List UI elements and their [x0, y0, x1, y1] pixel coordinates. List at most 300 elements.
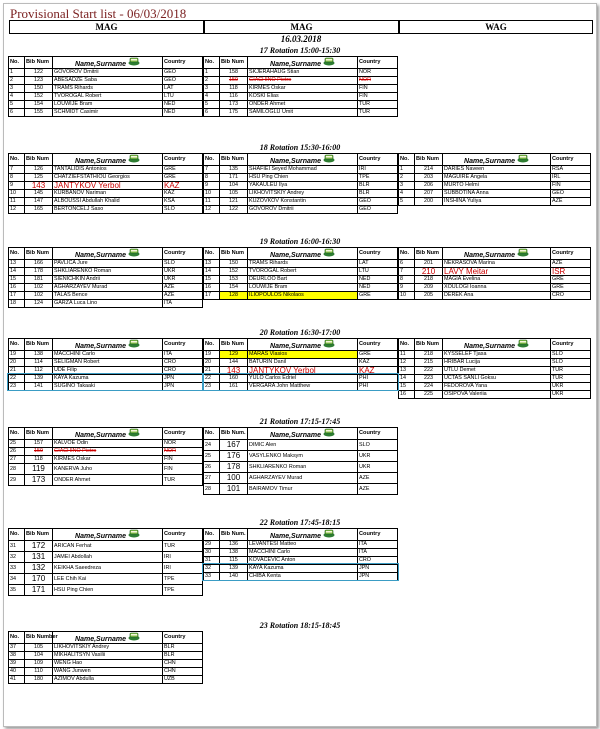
bib-header: Bib Num	[25, 57, 53, 69]
athlete-number: 33	[204, 573, 220, 581]
apparatus-icon	[323, 428, 335, 437]
table-header-row	[204, 428, 398, 440]
athlete-name: SUGINO Takaaki	[53, 383, 163, 391]
name-header	[248, 339, 358, 351]
athlete-number: 18	[9, 300, 25, 308]
apparatus-icon	[517, 339, 529, 348]
bib-number: 181	[25, 276, 53, 284]
table-header-row	[204, 529, 398, 541]
athlete-number: 5	[399, 198, 415, 206]
rotation-table-2	[203, 247, 398, 300]
athlete-row	[9, 660, 203, 668]
bib-number: 109	[25, 660, 53, 668]
bib-number: 143	[220, 367, 248, 375]
athlete-name: MARAS Vlasios	[248, 351, 358, 359]
rotation-table-2	[203, 427, 398, 495]
athlete-number: 11	[204, 198, 220, 206]
bib-number: 119	[25, 464, 53, 475]
bib-number: 205	[415, 292, 443, 300]
bib-header: Bib Num	[25, 339, 53, 351]
athlete-country: GRE	[163, 166, 203, 174]
athlete-name: TVOROGAL Robert	[248, 268, 358, 276]
bib-number: 105	[25, 644, 53, 652]
athlete-row	[204, 284, 398, 292]
athlete-number: 9	[9, 182, 25, 190]
bib-number: 140	[220, 573, 248, 581]
athlete-country: KAZ	[358, 359, 398, 367]
rotation-table-1	[8, 153, 203, 214]
athlete-row	[399, 383, 591, 391]
athlete-row	[9, 292, 203, 300]
athlete-name: KALVOE Odin	[53, 440, 163, 448]
athlete-row	[204, 101, 398, 109]
athlete-number: 15	[204, 276, 220, 284]
athlete-name: NEKRASOVA Marina	[443, 260, 551, 268]
rotation-table-1	[8, 528, 203, 596]
athlete-number: 29	[204, 541, 220, 549]
bib-number: 157	[25, 440, 53, 448]
athlete-row	[9, 541, 203, 552]
bib-number: 135	[220, 166, 248, 174]
athlete-number: 1	[204, 69, 220, 77]
athlete-number: 6	[9, 109, 25, 117]
table-header-row	[9, 428, 203, 440]
name-header-label: Name,Surname	[464, 343, 515, 350]
athlete-row	[9, 563, 203, 574]
name-header	[248, 428, 358, 440]
athlete-number: 40	[9, 668, 25, 676]
athlete-name: DEURLOO Bart	[248, 276, 358, 284]
athlete-country: NOR	[358, 69, 398, 77]
athlete-country: GRE	[551, 276, 591, 284]
bib-number: 154	[25, 101, 53, 109]
athlete-number: 10	[399, 292, 415, 300]
rotation-table-3	[398, 338, 591, 399]
athlete-number: 22	[204, 375, 220, 383]
bib-number: 180	[25, 676, 53, 684]
athlete-country: BLR	[358, 182, 398, 190]
name-header-label: Name,Surname	[75, 432, 126, 439]
athlete-row	[9, 182, 203, 190]
bib-number: 160	[220, 375, 248, 383]
name-header	[248, 529, 358, 541]
bib-number: 224	[415, 383, 443, 391]
athlete-number: 32	[204, 565, 220, 573]
bib-number: 225	[415, 391, 443, 399]
country-header: Country	[163, 632, 203, 644]
athlete-name: DIMIC Alen	[248, 440, 358, 451]
athlete-number: 28	[9, 464, 25, 475]
athlete-name: ARICAN Ferhat	[53, 541, 163, 552]
athlete-row	[9, 109, 203, 117]
athlete-number: 17	[204, 292, 220, 300]
bib-number: 152	[220, 268, 248, 276]
bib-number: 207	[415, 190, 443, 198]
apparatus-icon	[128, 154, 140, 163]
athlete-name: KURBANOV Nariman	[53, 190, 163, 198]
name-header-label: Name,Surname	[75, 252, 126, 259]
athlete-row	[204, 166, 398, 174]
athlete-name: AZIMOV Abdulla	[53, 676, 163, 684]
athlete-name: LIKHOVITSKIY Andrey	[53, 644, 163, 652]
bib-number: 102	[25, 292, 53, 300]
athlete-number: 22	[9, 375, 25, 383]
bib-header: Bib Num.	[220, 428, 248, 440]
bib-number: 101	[220, 484, 248, 495]
bib-number: 150	[25, 85, 53, 93]
athlete-name: TRAMS Rihards	[248, 260, 358, 268]
athlete-number: 20	[204, 359, 220, 367]
bib-number: 203	[415, 174, 443, 182]
athlete-country: ITA	[358, 541, 398, 549]
bib-number: 143	[25, 182, 53, 190]
athlete-country: CRO	[551, 292, 591, 300]
athlete-name: TRAMS Rihards	[53, 85, 163, 93]
athlete-country: GRE	[163, 174, 203, 182]
name-header-label: Name,Surname	[270, 252, 321, 259]
rotation-table-1	[8, 631, 203, 684]
athlete-country: AZE	[551, 198, 591, 206]
bib-number: 122	[25, 69, 53, 77]
name-header-label: Name,Surname	[464, 158, 515, 165]
athlete-number: 10	[9, 190, 25, 198]
athlete-country: ISR	[551, 268, 591, 276]
athlete-country: NED	[163, 101, 203, 109]
name-header	[248, 248, 358, 260]
athlete-row	[399, 174, 591, 182]
athlete-country: SLO	[163, 206, 203, 214]
athlete-row	[9, 85, 203, 93]
bib-number: 201	[415, 260, 443, 268]
country-header: Country	[163, 529, 203, 541]
athlete-number: 10	[204, 190, 220, 198]
bib-number: 152	[25, 93, 53, 101]
bib-number: 144	[220, 359, 248, 367]
athlete-number: 12	[399, 359, 415, 367]
athlete-name: CHIBA Kenta	[248, 573, 358, 581]
bib-number: 105	[220, 190, 248, 198]
name-header	[53, 57, 163, 69]
athlete-name: LIKHOVITSKIY Andrey	[248, 190, 358, 198]
athlete-row	[9, 448, 203, 456]
athlete-row	[9, 552, 203, 563]
bib-number: 128	[220, 292, 248, 300]
header-mag-2: MAG	[204, 20, 399, 34]
athlete-name: WENG Hao	[53, 660, 163, 668]
name-header	[443, 248, 551, 260]
athlete-number: 7	[399, 268, 415, 276]
athlete-row	[204, 174, 398, 182]
athlete-number: 13	[204, 260, 220, 268]
name-header	[443, 339, 551, 351]
athlete-name: HRIBAR Lucija	[443, 359, 551, 367]
athlete-name: UDE Filip	[53, 367, 163, 375]
athlete-number: 17	[9, 292, 25, 300]
name-header	[248, 57, 358, 69]
athlete-number: 14	[9, 268, 25, 276]
bib-number: 126	[25, 166, 53, 174]
athlete-name: PAVLICA Jure	[53, 260, 163, 268]
athlete-row	[204, 190, 398, 198]
athlete-country: FIN	[358, 93, 398, 101]
athlete-number: 33	[9, 563, 25, 574]
bib-number: 173	[220, 101, 248, 109]
athlete-name: GIACHINO Pietro	[53, 448, 163, 456]
bib-number: 104	[220, 182, 248, 190]
bib-number: 165	[25, 206, 53, 214]
no-header: No.	[9, 154, 25, 166]
country-header: Country	[358, 339, 398, 351]
country-header: Country	[551, 339, 591, 351]
bib-number: 132	[25, 563, 53, 574]
rotation-table-1	[8, 56, 203, 117]
rotation-title: 17 Rotation 15:00-15:30	[259, 46, 341, 55]
athlete-country: GEO	[163, 69, 203, 77]
athlete-name: SELIGMAN Robert	[53, 359, 163, 367]
bib-header: Bib Num	[220, 57, 248, 69]
athlete-number: 32	[9, 552, 25, 563]
athlete-number: 2	[9, 77, 25, 85]
bib-header: Bib Num	[25, 529, 53, 541]
athlete-country: NED	[358, 276, 398, 284]
athlete-name: FEDOROVA Yana	[443, 383, 551, 391]
bib-number: 139	[220, 565, 248, 573]
athlete-number: 7	[204, 166, 220, 174]
athlete-row	[9, 276, 203, 284]
athlete-row	[399, 359, 591, 367]
table-header-row	[204, 154, 398, 166]
athlete-number: 41	[9, 676, 25, 684]
athlete-name: AGHARZAYEV Murad	[53, 284, 163, 292]
athlete-row	[399, 391, 591, 399]
athlete-number: 30	[204, 549, 220, 557]
athlete-name: UTLU Demet	[443, 367, 551, 375]
bib-number: 100	[220, 473, 248, 484]
athlete-country: KAZ	[163, 190, 203, 198]
athlete-number: 20	[9, 359, 25, 367]
athlete-row	[204, 260, 398, 268]
athlete-row	[399, 292, 591, 300]
athlete-name: HSU Ping Chien	[53, 585, 163, 596]
apparatus-icon	[323, 339, 335, 348]
athlete-country: AZE	[163, 284, 203, 292]
bib-number: 150	[220, 260, 248, 268]
name-header-label: Name,Surname	[270, 158, 321, 165]
table-header-row	[9, 57, 203, 69]
name-header	[53, 339, 163, 351]
bib-number: 115	[220, 557, 248, 565]
athlete-country: TPE	[163, 574, 203, 585]
athlete-country: CHN	[163, 660, 203, 668]
athlete-name: TVOROGAL Robert	[53, 93, 163, 101]
bib-number: 122	[220, 206, 248, 214]
name-header-label: Name,Surname	[270, 533, 321, 540]
athlete-country: JPN	[358, 565, 398, 573]
name-header	[443, 154, 551, 166]
athlete-number: 35	[9, 585, 25, 596]
athlete-name: DARIES Naveen	[443, 166, 551, 174]
athlete-name: KUZOVKOV Konstantin	[248, 198, 358, 206]
athlete-country: AZE	[163, 292, 203, 300]
athlete-number: 26	[9, 448, 25, 456]
athlete-row	[204, 85, 398, 93]
table-header-row	[399, 154, 591, 166]
athlete-country: JPN	[358, 573, 398, 581]
athlete-number: 2	[399, 174, 415, 182]
bib-number: 123	[25, 77, 53, 85]
rotation-table-3	[398, 247, 591, 300]
bib-number: 218	[415, 276, 443, 284]
athlete-row	[9, 166, 203, 174]
athlete-row	[204, 268, 398, 276]
apparatus-icon	[323, 529, 335, 538]
no-header: No.	[204, 154, 220, 166]
athlete-country: JPN	[163, 383, 203, 391]
athlete-name: XOULOGI Ioanna	[443, 284, 551, 292]
athlete-name: AGHARZAYEV Murad	[248, 473, 358, 484]
athlete-name: VASYLENKO Maksym	[248, 451, 358, 462]
athlete-row	[204, 440, 398, 451]
bib-number: 176	[220, 451, 248, 462]
no-header: No.	[204, 339, 220, 351]
athlete-name: KIRMES Oskar	[248, 85, 358, 93]
no-header: No.	[204, 529, 220, 541]
bib-number: 215	[415, 359, 443, 367]
bib-number: 114	[25, 359, 53, 367]
athlete-name: TALAS Bence	[53, 292, 163, 300]
bib-number: 110	[25, 668, 53, 676]
name-header	[53, 632, 163, 644]
rotation-title: 18 Rotation 15:30-16:00	[259, 143, 341, 152]
athlete-name: ABESADZE Saba	[53, 77, 163, 85]
athlete-name: MURTO Helmi	[443, 182, 551, 190]
athlete-row	[9, 475, 203, 486]
bib-number: 210	[415, 268, 443, 276]
athlete-name: BATURIN Danil	[248, 359, 358, 367]
athlete-name: LOUWIJE Bram	[248, 284, 358, 292]
athlete-row	[204, 77, 398, 85]
athlete-country: BLR	[163, 652, 203, 660]
bib-number: 214	[415, 166, 443, 174]
country-header: Country	[163, 339, 203, 351]
athlete-row	[9, 644, 203, 652]
athlete-name: KYSSELEF Tjasa	[443, 351, 551, 359]
athlete-name: KEIKHA Saeedreza	[53, 563, 163, 574]
no-header: No.	[399, 339, 415, 351]
athlete-number: 19	[9, 351, 25, 359]
bib-number: 139	[25, 375, 53, 383]
athlete-number: 3	[9, 85, 25, 93]
athlete-number: 39	[9, 660, 25, 668]
bib-number: 171	[220, 174, 248, 182]
athlete-number: 6	[204, 109, 220, 117]
athlete-country: KAZ	[358, 367, 398, 375]
bib-header: Bib Number	[25, 632, 53, 644]
bib-number: 166	[25, 260, 53, 268]
athlete-number: 37	[9, 644, 25, 652]
athlete-country: KSA	[163, 198, 203, 206]
no-header: No.	[399, 248, 415, 260]
athlete-number: 21	[9, 367, 25, 375]
athlete-country: UKR	[358, 451, 398, 462]
bib-number: 145	[25, 190, 53, 198]
athlete-row	[204, 206, 398, 214]
athlete-name: UCTAS SANLI Goksu	[443, 375, 551, 383]
header-mag-1: MAG	[9, 20, 204, 34]
athlete-number: 26	[204, 462, 220, 473]
athlete-country: TPE	[358, 174, 398, 182]
athlete-country: TPE	[163, 585, 203, 596]
athlete-country: SLO	[163, 260, 203, 268]
athlete-row	[204, 182, 398, 190]
athlete-name: GOVOROV Dmitrii	[53, 69, 163, 77]
table-header-row	[204, 339, 398, 351]
athlete-name: OSIPOVA Valeriia	[443, 391, 551, 399]
table-header-row	[399, 339, 591, 351]
apparatus-icon	[517, 154, 529, 163]
athlete-number: 6	[399, 260, 415, 268]
athlete-number: 23	[204, 383, 220, 391]
athlete-row	[204, 451, 398, 462]
no-header: No.	[9, 529, 25, 541]
athlete-name: ILIOPOULOS Nikolaos	[248, 292, 358, 300]
athlete-number: 21	[204, 367, 220, 375]
bib-number: 129	[220, 351, 248, 359]
no-header: No.	[9, 428, 25, 440]
apparatus-icon	[128, 428, 140, 437]
athlete-number: 12	[9, 206, 25, 214]
name-header-label: Name,Surname	[270, 343, 321, 350]
athlete-name: LEVANTESI Matteo	[248, 541, 358, 549]
athlete-number: 28	[204, 484, 220, 495]
athlete-country: AZE	[551, 260, 591, 268]
apparatus-icon	[323, 154, 335, 163]
athlete-number: 15	[9, 276, 25, 284]
athlete-country: GEO	[551, 190, 591, 198]
athlete-country: TUR	[551, 375, 591, 383]
athlete-name: YULO Carlos Edriel	[248, 375, 358, 383]
athlete-country: KAZ	[163, 182, 203, 190]
athlete-name: VERGARA John Matthew	[248, 383, 358, 391]
athlete-row	[9, 69, 203, 77]
bib-header: Bib Num	[220, 154, 248, 166]
bib-number: 131	[25, 552, 53, 563]
bib-number: 170	[25, 574, 53, 585]
athlete-row	[204, 351, 398, 359]
athlete-country: BLR	[358, 190, 398, 198]
athlete-country: PHI	[358, 375, 398, 383]
country-header: Country	[163, 428, 203, 440]
athlete-row	[399, 182, 591, 190]
athlete-name: INSHINA Yuliya	[443, 198, 551, 206]
athlete-name: DEREK Ana	[443, 292, 551, 300]
country-header: Country	[358, 248, 398, 260]
bib-number: 178	[25, 268, 53, 276]
bib-number: 116	[220, 93, 248, 101]
athlete-name: LEE Chih Kai	[53, 574, 163, 585]
athlete-country: NOR	[163, 440, 203, 448]
athlete-name: JANTYKOV Yerbol	[248, 367, 358, 375]
no-header: No.	[9, 632, 25, 644]
athlete-country: GRE	[358, 351, 398, 359]
athlete-name: KAYA Kazuma	[53, 375, 163, 383]
athlete-name: JANTYKOV Yerbol	[53, 182, 163, 190]
apparatus-icon	[323, 57, 335, 66]
athlete-number: 8	[9, 174, 25, 182]
athlete-country: IRL	[551, 174, 591, 182]
athlete-number: 1	[9, 69, 25, 77]
athlete-country: ITA	[163, 351, 203, 359]
